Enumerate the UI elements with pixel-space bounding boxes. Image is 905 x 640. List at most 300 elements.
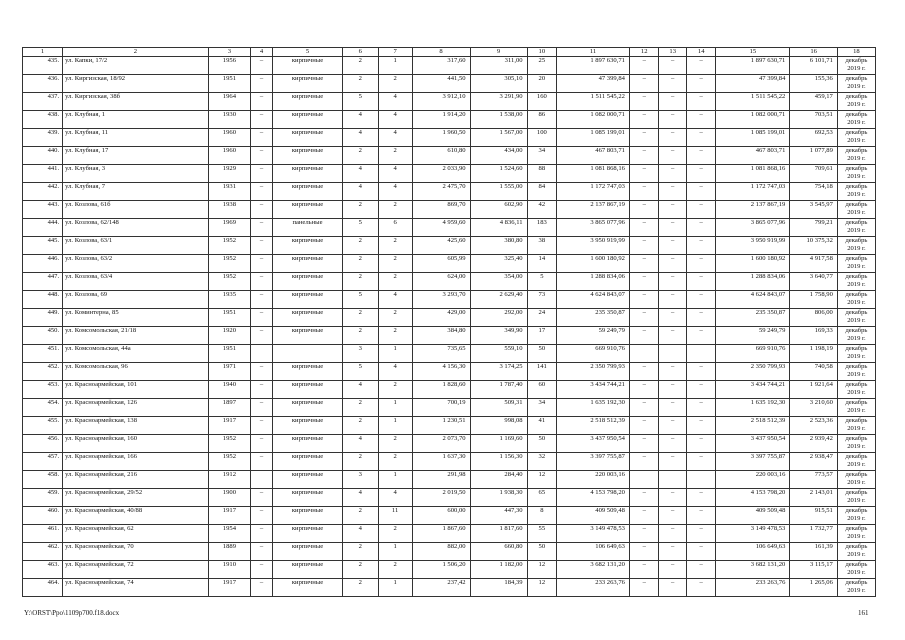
column-number-cell: 5 xyxy=(273,48,343,57)
wall-material-cell: кирпичные xyxy=(273,525,343,543)
total-area-cell: 1 506,20 xyxy=(412,561,470,579)
deadline-month: декабрь xyxy=(845,507,868,514)
column-13-cell: – xyxy=(659,57,686,75)
column-7-cell: 4 xyxy=(378,111,412,129)
deadline-month: декабрь xyxy=(845,561,868,568)
cost-cell: 2 518 512,39 xyxy=(557,417,630,435)
row-number-cell: 454. xyxy=(23,399,63,417)
wall-material-cell: кирпичные xyxy=(273,453,343,471)
column-12-cell: – xyxy=(629,165,659,183)
deadline-month: декабрь xyxy=(845,75,868,82)
total-cost-cell: 220 003,16 xyxy=(716,471,790,489)
deadline-year: 2019 г. xyxy=(847,478,866,486)
deadline-cell xyxy=(837,435,875,453)
living-area-cell: 1 817,60 xyxy=(470,525,527,543)
total-area-cell: 425,60 xyxy=(412,237,470,255)
column-7-cell: 1 xyxy=(378,471,412,489)
column-13-cell: – xyxy=(659,147,686,165)
living-area-cell: 292,00 xyxy=(470,309,527,327)
residents-cell: 38 xyxy=(527,237,557,255)
deadline-month: декабрь xyxy=(845,237,868,244)
wall-material-cell: кирпичные xyxy=(273,111,343,129)
column-4-cell: – xyxy=(251,75,273,93)
total-area-cell: 237,42 xyxy=(412,579,470,597)
column-13-cell: – xyxy=(659,255,686,273)
cost-cell: 47 399,84 xyxy=(557,75,630,93)
row-number-cell: 449. xyxy=(23,309,63,327)
residents-cell: 25 xyxy=(527,57,557,75)
total-cost-cell: 409 509,48 xyxy=(716,507,790,525)
column-14-cell: – xyxy=(686,525,716,543)
deadline-cell xyxy=(837,453,875,471)
cost-per-sqm-cell: 2 143,01 xyxy=(790,489,838,507)
deadline-year: 2019 г. xyxy=(847,352,866,360)
floors-cell: 2 xyxy=(342,75,378,93)
deadline-month: декабрь xyxy=(845,273,868,280)
cost-per-sqm-cell: 3 115,17 xyxy=(790,561,838,579)
column-14-cell: – xyxy=(686,183,716,201)
residents-cell: 41 xyxy=(527,417,557,435)
total-area-cell: 1 828,60 xyxy=(412,381,470,399)
column-number-cell: 13 xyxy=(659,48,686,57)
floors-cell: 2 xyxy=(342,309,378,327)
table-row xyxy=(23,381,876,399)
cost-cell: 1 082 000,71 xyxy=(557,111,630,129)
deadline-year: 2019 г. xyxy=(847,280,866,288)
floors-cell: 2 xyxy=(342,507,378,525)
deadline-cell xyxy=(837,543,875,561)
cost-per-sqm-cell: 6 101,71 xyxy=(790,57,838,75)
total-cost-cell: 3 437 950,54 xyxy=(716,435,790,453)
floors-cell: 5 xyxy=(342,363,378,381)
table-row xyxy=(23,291,876,309)
column-number-cell: 2 xyxy=(63,48,209,57)
floors-cell: 2 xyxy=(342,561,378,579)
column-7-cell: 4 xyxy=(378,489,412,507)
deadline-month: декабрь xyxy=(845,219,868,226)
cost-per-sqm-cell: 754,18 xyxy=(790,183,838,201)
living-area-cell: 1 787,40 xyxy=(470,381,527,399)
column-7-cell: 1 xyxy=(378,417,412,435)
cost-per-sqm-cell: 10 375,32 xyxy=(790,237,838,255)
wall-material-cell: кирпичные xyxy=(273,291,343,309)
cost-per-sqm-cell: 1 732,77 xyxy=(790,525,838,543)
column-12-cell: – xyxy=(629,93,659,111)
row-number-cell: 455. xyxy=(23,417,63,435)
column-14-cell: – xyxy=(686,273,716,291)
cost-per-sqm-cell: 806,00 xyxy=(790,309,838,327)
year-cell: 1940 xyxy=(208,381,250,399)
total-cost-cell: 4 624 843,07 xyxy=(716,291,790,309)
total-area-cell: 384,80 xyxy=(412,327,470,345)
column-number-row xyxy=(23,48,876,57)
residents-cell: 183 xyxy=(527,219,557,237)
column-12-cell: – xyxy=(629,453,659,471)
year-cell: 1889 xyxy=(208,543,250,561)
column-13-cell: – xyxy=(659,327,686,345)
column-12-cell: – xyxy=(629,327,659,345)
deadline-year: 2019 г. xyxy=(847,316,866,324)
column-13-cell: – xyxy=(659,237,686,255)
cost-cell: 467 803,71 xyxy=(557,147,630,165)
deadline-month: декабрь xyxy=(845,435,868,442)
cost-cell: 3 437 950,54 xyxy=(557,435,630,453)
living-area-cell: 311,00 xyxy=(470,57,527,75)
address-cell: ул. Красноармейская, 160 xyxy=(63,435,209,453)
residents-cell: 100 xyxy=(527,129,557,147)
cost-per-sqm-cell: 3 210,60 xyxy=(790,399,838,417)
residents-cell: 50 xyxy=(527,543,557,561)
year-cell: 1960 xyxy=(208,129,250,147)
deadline-month: декабрь xyxy=(845,111,868,118)
deadline-year: 2019 г. xyxy=(847,370,866,378)
cost-per-sqm-cell: 2 523,36 xyxy=(790,417,838,435)
table-row xyxy=(23,201,876,219)
living-area-cell: 305,10 xyxy=(470,75,527,93)
deadline-month: декабрь xyxy=(845,525,868,532)
cost-cell: 3 149 478,53 xyxy=(557,525,630,543)
column-14-cell xyxy=(686,471,716,489)
table-row xyxy=(23,183,876,201)
residents-cell: 5 xyxy=(527,273,557,291)
year-cell: 1900 xyxy=(208,489,250,507)
column-14-cell xyxy=(686,345,716,363)
cost-per-sqm-cell: 2 938,47 xyxy=(790,453,838,471)
column-4-cell: – xyxy=(251,165,273,183)
total-cost-cell: 1 172 747,03 xyxy=(716,183,790,201)
deadline-cell xyxy=(837,219,875,237)
residents-cell: 73 xyxy=(527,291,557,309)
deadline-year: 2019 г. xyxy=(847,442,866,450)
total-area-cell: 3 912,10 xyxy=(412,93,470,111)
living-area-cell: 1 182,00 xyxy=(470,561,527,579)
cost-cell: 3 865 077,96 xyxy=(557,219,630,237)
column-7-cell: 1 xyxy=(378,57,412,75)
deadline-cell xyxy=(837,417,875,435)
column-4-cell: – xyxy=(251,291,273,309)
deadline-cell xyxy=(837,165,875,183)
cost-per-sqm-cell: 161,39 xyxy=(790,543,838,561)
total-area-cell: 624,00 xyxy=(412,273,470,291)
total-cost-cell: 1 082 000,71 xyxy=(716,111,790,129)
column-4-cell: – xyxy=(251,399,273,417)
floors-cell: 4 xyxy=(342,165,378,183)
cost-per-sqm-cell: 2 939,42 xyxy=(790,435,838,453)
row-number-cell: 443. xyxy=(23,201,63,219)
address-cell: ул. Красноармейская, 126 xyxy=(63,399,209,417)
cost-per-sqm-cell: 740,58 xyxy=(790,363,838,381)
column-number-cell: 16 xyxy=(790,48,838,57)
address-cell: ул. Козлова, 69 xyxy=(63,291,209,309)
cost-per-sqm-cell: 1 921,64 xyxy=(790,381,838,399)
column-7-cell: 4 xyxy=(378,291,412,309)
wall-material-cell: кирпичные xyxy=(273,435,343,453)
deadline-month: декабрь xyxy=(845,327,868,334)
wall-material-cell: кирпичные xyxy=(273,507,343,525)
total-area-cell: 317,60 xyxy=(412,57,470,75)
table-row xyxy=(23,435,876,453)
deadline-month: декабрь xyxy=(845,255,868,262)
row-number-cell: 445. xyxy=(23,237,63,255)
year-cell: 1929 xyxy=(208,165,250,183)
cost-cell: 1 085 199,01 xyxy=(557,129,630,147)
column-13-cell: – xyxy=(659,543,686,561)
column-7-cell: 2 xyxy=(378,525,412,543)
total-area-cell: 869,70 xyxy=(412,201,470,219)
year-cell: 1931 xyxy=(208,183,250,201)
column-13-cell: – xyxy=(659,579,686,597)
year-cell: 1952 xyxy=(208,237,250,255)
cost-cell: 2 350 799,93 xyxy=(557,363,630,381)
column-4-cell: – xyxy=(251,561,273,579)
cost-per-sqm-cell: 703,51 xyxy=(790,111,838,129)
cost-cell: 1 081 868,16 xyxy=(557,165,630,183)
total-cost-cell: 2 137 867,19 xyxy=(716,201,790,219)
living-area-cell: 1 567,00 xyxy=(470,129,527,147)
residents-cell: 17 xyxy=(527,327,557,345)
table-row xyxy=(23,75,876,93)
total-area-cell: 2 033,90 xyxy=(412,165,470,183)
column-4-cell: – xyxy=(251,147,273,165)
footer-file-path: Y:\ORST\Ppo\1109p700.f18.docx xyxy=(24,609,120,617)
year-cell: 1912 xyxy=(208,471,250,489)
wall-material-cell: кирпичные xyxy=(273,399,343,417)
column-4-cell: – xyxy=(251,489,273,507)
deadline-month: декабрь xyxy=(845,471,868,478)
table-row xyxy=(23,255,876,273)
year-cell: 1951 xyxy=(208,309,250,327)
column-13-cell: – xyxy=(659,417,686,435)
year-cell: 1917 xyxy=(208,507,250,525)
cost-per-sqm-cell: 155,36 xyxy=(790,75,838,93)
address-cell: ул. Козлова, 63/2 xyxy=(63,255,209,273)
column-12-cell: – xyxy=(629,291,659,309)
column-14-cell: – xyxy=(686,309,716,327)
year-cell: 1935 xyxy=(208,291,250,309)
wall-material-cell: кирпичные xyxy=(273,561,343,579)
total-area-cell: 429,00 xyxy=(412,309,470,327)
column-14-cell: – xyxy=(686,417,716,435)
wall-material-cell: кирпичные xyxy=(273,57,343,75)
table-row xyxy=(23,525,876,543)
living-area-cell: 325,40 xyxy=(470,255,527,273)
column-12-cell: – xyxy=(629,417,659,435)
column-number-cell: 18 xyxy=(837,48,875,57)
column-14-cell: – xyxy=(686,327,716,345)
floors-cell: 2 xyxy=(342,147,378,165)
deadline-cell xyxy=(837,507,875,525)
deadline-month: декабрь xyxy=(845,543,868,550)
table-row xyxy=(23,57,876,75)
column-14-cell: – xyxy=(686,147,716,165)
column-number-cell: 3 xyxy=(208,48,250,57)
column-number-cell: 8 xyxy=(412,48,470,57)
deadline-year: 2019 г. xyxy=(847,550,866,558)
deadline-month: декабрь xyxy=(845,147,868,154)
row-number-cell: 448. xyxy=(23,291,63,309)
column-12-cell: – xyxy=(629,129,659,147)
column-7-cell: 4 xyxy=(378,363,412,381)
deadline-year: 2019 г. xyxy=(847,100,866,108)
residents-cell: 12 xyxy=(527,471,557,489)
column-4-cell: – xyxy=(251,363,273,381)
cost-per-sqm-cell: 709,61 xyxy=(790,165,838,183)
floors-cell: 4 xyxy=(342,489,378,507)
column-14-cell: – xyxy=(686,543,716,561)
column-12-cell: – xyxy=(629,75,659,93)
residents-cell: 34 xyxy=(527,147,557,165)
deadline-month: декабрь xyxy=(845,129,868,136)
deadline-cell xyxy=(837,57,875,75)
table-row xyxy=(23,399,876,417)
total-cost-cell: 1 635 192,30 xyxy=(716,399,790,417)
row-number-cell: 458. xyxy=(23,471,63,489)
table-row xyxy=(23,579,876,597)
total-cost-cell: 1 511 545,22 xyxy=(716,93,790,111)
deadline-year: 2019 г. xyxy=(847,190,866,198)
total-cost-cell: 1 288 834,06 xyxy=(716,273,790,291)
column-number-cell: 9 xyxy=(470,48,527,57)
column-12-cell: – xyxy=(629,201,659,219)
floors-cell: 2 xyxy=(342,201,378,219)
floors-cell: 4 xyxy=(342,525,378,543)
residents-cell: 84 xyxy=(527,183,557,201)
total-cost-cell: 3 682 131,20 xyxy=(716,561,790,579)
deadline-year: 2019 г. xyxy=(847,424,866,432)
cost-cell: 3 397 755,87 xyxy=(557,453,630,471)
deadline-year: 2019 г. xyxy=(847,568,866,576)
living-area-cell: 1 938,30 xyxy=(470,489,527,507)
address-cell: ул. Клубная, 11 xyxy=(63,129,209,147)
address-cell: ул. Комсомольская, 96 xyxy=(63,363,209,381)
column-13-cell: – xyxy=(659,75,686,93)
floors-cell: 2 xyxy=(342,273,378,291)
column-7-cell: 2 xyxy=(378,147,412,165)
column-14-cell: – xyxy=(686,561,716,579)
living-area-cell: 2 629,40 xyxy=(470,291,527,309)
column-13-cell: – xyxy=(659,309,686,327)
column-13-cell: – xyxy=(659,183,686,201)
row-number-cell: 456. xyxy=(23,435,63,453)
living-area-cell: 1 524,60 xyxy=(470,165,527,183)
wall-material-cell: кирпичные xyxy=(273,381,343,399)
deadline-year: 2019 г. xyxy=(847,154,866,162)
floors-cell: 2 xyxy=(342,543,378,561)
total-cost-cell: 1 085 199,01 xyxy=(716,129,790,147)
living-area-cell: 4 836,11 xyxy=(470,219,527,237)
deadline-month: декабрь xyxy=(845,363,868,370)
deadline-year: 2019 г. xyxy=(847,298,866,306)
row-number-cell: 442. xyxy=(23,183,63,201)
cost-per-sqm-cell: 3 640,77 xyxy=(790,273,838,291)
cost-cell: 1 897 630,71 xyxy=(557,57,630,75)
total-area-cell: 2 475,70 xyxy=(412,183,470,201)
address-cell: ул. Красноармейская, 216 xyxy=(63,471,209,489)
table-row xyxy=(23,507,876,525)
total-area-cell: 1 637,30 xyxy=(412,453,470,471)
row-number-cell: 439. xyxy=(23,129,63,147)
column-13-cell: – xyxy=(659,399,686,417)
year-cell: 1897 xyxy=(208,399,250,417)
total-cost-cell: 1 897 630,71 xyxy=(716,57,790,75)
year-cell: 1951 xyxy=(208,75,250,93)
deadline-year: 2019 г. xyxy=(847,226,866,234)
living-area-cell: 998,08 xyxy=(470,417,527,435)
total-area-cell: 2 073,70 xyxy=(412,435,470,453)
column-number-cell: 4 xyxy=(251,48,273,57)
total-cost-cell: 3 434 744,21 xyxy=(716,381,790,399)
year-cell: 1910 xyxy=(208,561,250,579)
total-cost-cell: 467 803,71 xyxy=(716,147,790,165)
total-area-cell: 1 230,51 xyxy=(412,417,470,435)
cost-cell: 2 137 867,19 xyxy=(557,201,630,219)
deadline-cell xyxy=(837,471,875,489)
total-area-cell: 3 293,70 xyxy=(412,291,470,309)
column-12-cell: – xyxy=(629,111,659,129)
column-12-cell: – xyxy=(629,543,659,561)
deadline-month: декабрь xyxy=(845,381,868,388)
cost-cell: 3 950 919,99 xyxy=(557,237,630,255)
column-number-cell: 1 xyxy=(23,48,63,57)
floors-cell: 2 xyxy=(342,237,378,255)
cost-cell: 1 511 545,22 xyxy=(557,93,630,111)
deadline-cell xyxy=(837,255,875,273)
year-cell: 1969 xyxy=(208,219,250,237)
wall-material-cell: кирпичные xyxy=(273,489,343,507)
year-cell: 1954 xyxy=(208,525,250,543)
address-cell: ул. Красноармейская, 29/52 xyxy=(63,489,209,507)
column-number-cell: 6 xyxy=(342,48,378,57)
residents-cell: 24 xyxy=(527,309,557,327)
deadline-year: 2019 г. xyxy=(847,208,866,216)
column-12-cell: – xyxy=(629,507,659,525)
cost-per-sqm-cell: 1 758,90 xyxy=(790,291,838,309)
cost-per-sqm-cell: 1 077,89 xyxy=(790,147,838,165)
living-area-cell: 380,80 xyxy=(470,237,527,255)
living-area-cell: 447,30 xyxy=(470,507,527,525)
row-number-cell: 437. xyxy=(23,93,63,111)
column-12-cell: – xyxy=(629,183,659,201)
column-14-cell: – xyxy=(686,219,716,237)
column-4-cell: – xyxy=(251,93,273,111)
deadline-year: 2019 г. xyxy=(847,586,866,594)
address-cell: ул. Киргизская, 18/92 xyxy=(63,75,209,93)
column-13-cell: – xyxy=(659,435,686,453)
row-number-cell: 444. xyxy=(23,219,63,237)
column-12-cell: – xyxy=(629,435,659,453)
total-area-cell: 4 959,60 xyxy=(412,219,470,237)
column-14-cell: – xyxy=(686,507,716,525)
address-cell: ул. Красноармейская, 101 xyxy=(63,381,209,399)
column-14-cell: – xyxy=(686,57,716,75)
living-area-cell: 660,80 xyxy=(470,543,527,561)
column-4-cell: – xyxy=(251,417,273,435)
column-14-cell: – xyxy=(686,93,716,111)
column-7-cell: 1 xyxy=(378,399,412,417)
deadline-month: декабрь xyxy=(845,309,868,316)
deadline-cell xyxy=(837,111,875,129)
column-7-cell: 2 xyxy=(378,381,412,399)
residents-cell: 14 xyxy=(527,255,557,273)
floors-cell: 2 xyxy=(342,579,378,597)
residents-cell: 86 xyxy=(527,111,557,129)
cost-cell: 4 624 843,07 xyxy=(557,291,630,309)
column-number-cell: 10 xyxy=(527,48,557,57)
row-number-cell: 438. xyxy=(23,111,63,129)
address-cell: ул. Козлова, 62/148 xyxy=(63,219,209,237)
cost-cell: 3 682 131,20 xyxy=(557,561,630,579)
deadline-cell xyxy=(837,93,875,111)
